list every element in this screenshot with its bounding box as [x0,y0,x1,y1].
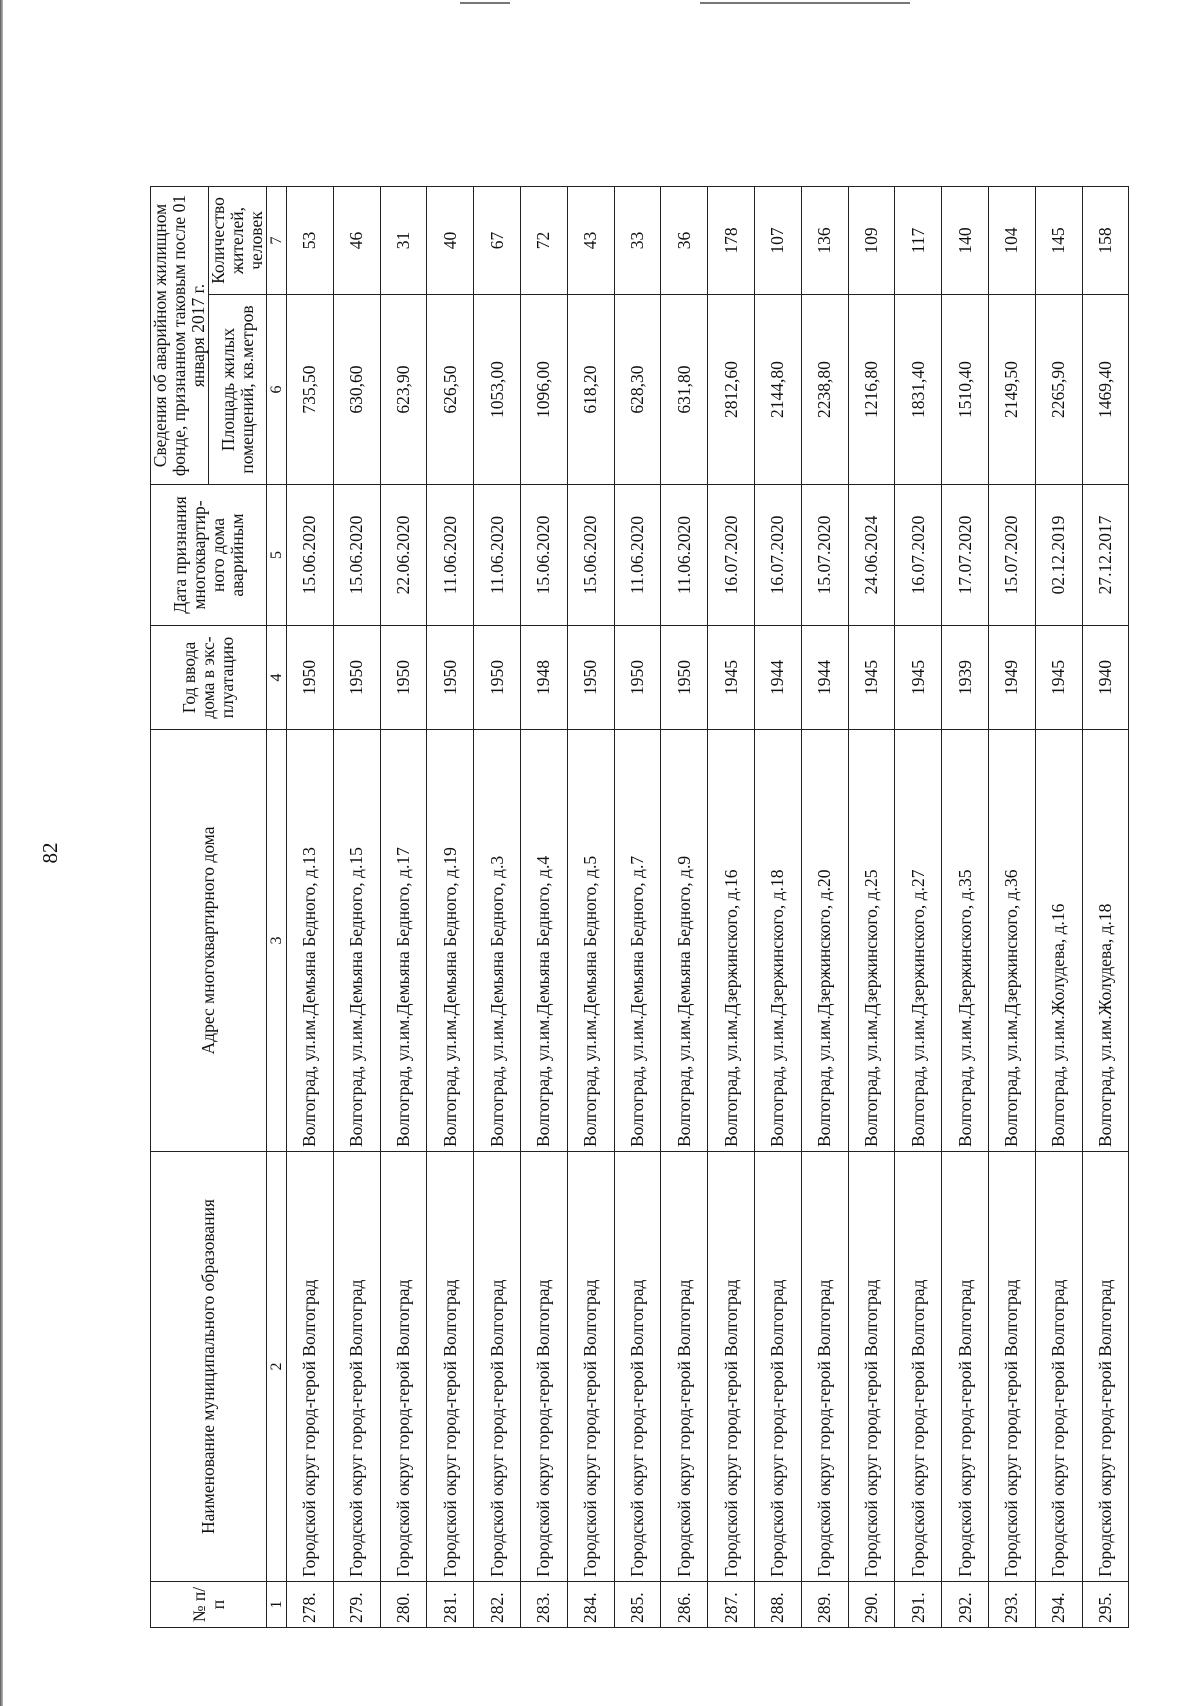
area-cell: 735,50 [287,295,334,485]
column-number: 5 [267,485,287,626]
row-number: 280. [380,1582,427,1628]
date-cell: 22.06.2020 [380,485,427,626]
year-cell: 1945 [895,626,942,730]
area-cell: 1053,00 [474,295,521,485]
population-cell: 107 [754,187,801,295]
table-row [427,187,474,1628]
population-cell: 178 [708,187,755,295]
municipality-cell: Городской округ город-герой Волгоград [567,1152,614,1582]
row-number: 284. [567,1582,614,1628]
area-cell: 630,60 [333,295,380,485]
population-cell: 46 [333,187,380,295]
table-row [474,187,521,1628]
population-cell: 33 [614,187,661,295]
address-cell: Волгоград, ул.им.Демьяна Бедного, д.9 [661,730,708,1152]
date-cell: 15.07.2020 [988,485,1035,626]
row-number: 289. [801,1582,848,1628]
municipality-cell: Городской округ город-герой Волгоград [848,1152,895,1582]
municipality-cell: Городской округ город-герой Волгоград [427,1152,474,1582]
date-cell: 02.12.2019 [1035,485,1082,626]
area-cell: 2144,80 [754,295,801,485]
row-number: 294. [1035,1582,1082,1628]
table-row [614,187,661,1628]
municipality-cell: Городской округ город-герой Волгоград [333,1152,380,1582]
population-cell: 72 [520,187,567,295]
population-cell: 53 [287,187,334,295]
address-cell: Волгоград, ул.им.Демьяна Бедного, д.15 [333,730,380,1152]
row-number: 292. [942,1582,989,1628]
address-cell: Волгоград, ул.им.Демьяна Бедного, д.4 [520,730,567,1152]
row-number: 283. [520,1582,567,1628]
area-cell: 628,30 [614,295,661,485]
municipality-cell: Городской округ город-герой Волгоград [942,1152,989,1582]
municipality-cell: Городской округ город-герой Волгоград [988,1152,1035,1582]
municipality-cell: Городской округ город-герой Волгоград [1082,1152,1129,1582]
address-cell: Волгоград, ул.им.Демьяна Бедного, д.5 [567,730,614,1152]
population-cell: 145 [1035,187,1082,295]
area-cell: 1831,40 [895,295,942,485]
population-cell: 31 [380,187,427,295]
year-cell: 1944 [801,626,848,730]
area-cell: 1469,40 [1082,295,1129,485]
address-cell: Волгоград, ул.им.Дзержинского, д.25 [848,730,895,1152]
municipality-cell: Городской округ город-герой Волгоград [520,1152,567,1582]
emergency-housing-table [150,186,1129,1628]
municipality-cell: Городской округ город-герой Волгоград [661,1152,708,1582]
column-number: 1 [267,1582,287,1628]
address-cell: Волгоград, ул.им.Демьяна Бедного, д.3 [474,730,521,1152]
year-cell: 1940 [1082,626,1129,730]
table-row [661,187,708,1628]
header-no: № п/п [151,1582,267,1628]
area-cell: 631,80 [661,295,708,485]
date-cell: 11.06.2020 [427,485,474,626]
page-number: 82 [38,842,62,864]
table-row [380,187,427,1628]
row-number: 282. [474,1582,521,1628]
date-cell: 15.06.2020 [567,485,614,626]
area-cell: 623,90 [380,295,427,485]
date-cell: 15.07.2020 [801,485,848,626]
header-address: Адрес многоквартирного дома [151,730,267,1152]
year-cell: 1950 [427,626,474,730]
population-cell: 158 [1082,187,1129,295]
municipality-cell: Городской округ город-герой Волгоград [380,1152,427,1582]
table-body [287,187,1129,1628]
address-cell: Волгоград, ул.им.Дзержинского, д.36 [988,730,1035,1152]
table-row [520,187,567,1628]
address-cell: Волгоград, ул.им.Демьяна Бедного, д.19 [427,730,474,1152]
year-cell: 1950 [287,626,334,730]
year-cell: 1948 [520,626,567,730]
address-cell: Волгоград, ул.им.Демьяна Бедного, д.17 [380,730,427,1152]
area-cell: 2149,50 [988,295,1035,485]
row-number: 290. [848,1582,895,1628]
date-cell: 15.06.2020 [520,485,567,626]
date-cell: 16.07.2020 [708,485,755,626]
municipality-cell: Городской округ город-герой Волгоград [708,1152,755,1582]
municipality-cell: Городской округ город-герой Волгоград [287,1152,334,1582]
table-row [942,187,989,1628]
row-number: 288. [754,1582,801,1628]
address-cell: Волгоград, ул.им.Жолудева, д.16 [1035,730,1082,1152]
year-cell: 1949 [988,626,1035,730]
date-cell: 15.06.2020 [287,485,334,626]
row-number: 281. [427,1582,474,1628]
year-cell: 1950 [661,626,708,730]
area-cell: 1510,40 [942,295,989,485]
year-cell: 1944 [754,626,801,730]
year-cell: 1945 [848,626,895,730]
row-number: 279. [333,1582,380,1628]
column-number: 6 [267,295,287,485]
table-row [333,187,380,1628]
area-cell: 1096,00 [520,295,567,485]
year-cell: 1950 [567,626,614,730]
header-row [151,187,209,1628]
population-cell: 104 [988,187,1035,295]
population-cell: 117 [895,187,942,295]
population-cell: 36 [661,187,708,295]
date-cell: 15.06.2020 [333,485,380,626]
date-cell: 16.07.2020 [754,485,801,626]
column-number: 2 [267,1152,287,1582]
population-cell: 43 [567,187,614,295]
header-date: Дата признания многоквартир-ного дома аварийным [151,485,267,626]
date-cell: 11.06.2020 [474,485,521,626]
table-row [895,187,942,1628]
table-row [848,187,895,1628]
municipality-cell: Городской округ город-герой Волгоград [895,1152,942,1582]
area-cell: 1216,80 [848,295,895,485]
address-cell: Волгоград, ул.им.Дзержинского, д.35 [942,730,989,1152]
area-cell: 2238,80 [801,295,848,485]
date-cell: 27.12.2017 [1082,485,1129,626]
address-cell: Волгоград, ул.им.Демьяна Бедного, д.7 [614,730,661,1152]
header-population: Количество жителей, человек [209,187,267,295]
column-number: 4 [267,626,287,730]
row-number: 285. [614,1582,661,1628]
year-cell: 1950 [380,626,427,730]
date-cell: 11.06.2020 [614,485,661,626]
municipality-cell: Городской округ город-герой Волгоград [801,1152,848,1582]
row-number: 287. [708,1582,755,1628]
municipality-cell: Городской округ город-герой Волгоград [474,1152,521,1582]
municipality-cell: Городской округ город-герой Волгоград [614,1152,661,1582]
year-cell: 1945 [1035,626,1082,730]
table-row [287,187,334,1628]
population-cell: 40 [427,187,474,295]
address-cell: Волгоград, ул.им.Дзержинского, д.27 [895,730,942,1152]
row-number: 295. [1082,1582,1129,1628]
year-cell: 1939 [942,626,989,730]
column-number: 7 [267,187,287,295]
year-cell: 1950 [614,626,661,730]
population-cell: 67 [474,187,521,295]
area-cell: 2265,90 [1035,295,1082,485]
table-row [1035,187,1082,1628]
table-row [754,187,801,1628]
address-cell: Волгоград, ул.им.Дзержинского, д.18 [754,730,801,1152]
address-cell: Волгоград, ул.им.Жолудева, д.18 [1082,730,1129,1152]
area-cell: 626,50 [427,295,474,485]
population-cell: 109 [848,187,895,295]
row-number: 286. [661,1582,708,1628]
address-cell: Волгоград, ул.им.Демьяна Бедного, д.13 [287,730,334,1152]
municipality-cell: Городской округ город-герой Волгоград [754,1152,801,1582]
header-year: Год ввода дома в экс-плуатацию [151,626,267,730]
address-cell: Волгоград, ул.им.Дзержинского, д.16 [708,730,755,1152]
table-row [988,187,1035,1628]
date-cell: 24.06.2024 [848,485,895,626]
population-cell: 136 [801,187,848,295]
year-cell: 1950 [333,626,380,730]
date-cell: 16.07.2020 [895,485,942,626]
date-cell: 17.07.2020 [942,485,989,626]
population-cell: 140 [942,187,989,295]
municipality-cell: Городской округ город-герой Волгоград [1035,1152,1082,1582]
column-number: 3 [267,730,287,1152]
table-row [801,187,848,1628]
header-area: Площадь жилых помещений, кв.метров [209,295,267,485]
area-cell: 618,20 [567,295,614,485]
table-row [1082,187,1129,1628]
table-row [708,187,755,1628]
year-cell: 1950 [474,626,521,730]
date-cell: 11.06.2020 [661,485,708,626]
column-number-row [267,187,287,1628]
address-cell: Волгоград, ул.им.Дзержинского, д.20 [801,730,848,1152]
row-number: 293. [988,1582,1035,1628]
table-row [567,187,614,1628]
row-number: 278. [287,1582,334,1628]
row-number: 291. [895,1582,942,1628]
header-municipality: Наименование муниципального образования [151,1152,267,1582]
year-cell: 1945 [708,626,755,730]
header-group: Сведения об аварийном жилищном фонде, признанном таковым после 01 января 2017 г. [151,187,209,485]
area-cell: 2812,60 [708,295,755,485]
